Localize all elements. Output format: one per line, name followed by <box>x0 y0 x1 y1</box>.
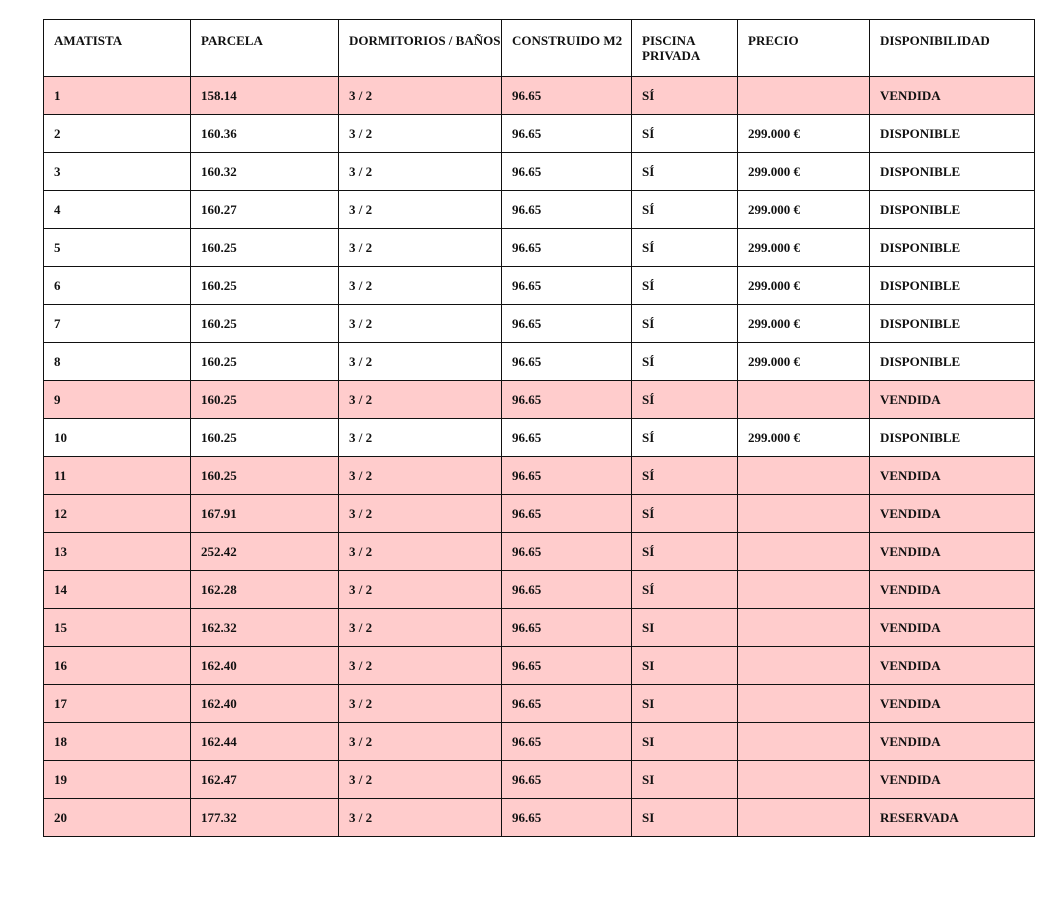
built-area-cell: 96.65 <box>502 191 632 229</box>
built-area-cell: 96.65 <box>502 343 632 381</box>
table-row <box>44 799 1035 837</box>
plot-area-cell: 162.47 <box>191 761 339 799</box>
price-cell: 299.000 € <box>738 305 870 343</box>
availability-cell: DISPONIBLE <box>870 229 1035 267</box>
built-area-cell: 96.65 <box>502 229 632 267</box>
header-disponibilidad: DISPONIBILIDAD <box>870 20 1035 77</box>
bedrooms-baths-cell: 3 / 2 <box>339 267 502 305</box>
availability-cell: VENDIDA <box>870 609 1035 647</box>
bedrooms-baths-cell: 3 / 2 <box>339 533 502 571</box>
bedrooms-baths-cell: 3 / 2 <box>339 799 502 837</box>
availability-cell: DISPONIBLE <box>870 419 1035 457</box>
table-row <box>44 191 1035 229</box>
bedrooms-baths-cell: 3 / 2 <box>339 723 502 761</box>
plot-area-cell: 160.25 <box>191 305 339 343</box>
table-row <box>44 571 1035 609</box>
price-cell <box>738 77 870 115</box>
availability-cell: DISPONIBLE <box>870 343 1035 381</box>
plot-area-cell: 162.40 <box>191 647 339 685</box>
plot-area-cell: 177.32 <box>191 799 339 837</box>
unit-number-cell: 12 <box>44 495 191 533</box>
unit-number-cell: 6 <box>44 267 191 305</box>
price-cell: 299.000 € <box>738 267 870 305</box>
availability-cell: VENDIDA <box>870 495 1035 533</box>
bedrooms-baths-cell: 3 / 2 <box>339 77 502 115</box>
availability-cell: VENDIDA <box>870 381 1035 419</box>
table-row <box>44 115 1035 153</box>
price-cell <box>738 533 870 571</box>
bedrooms-baths-cell: 3 / 2 <box>339 381 502 419</box>
availability-cell: VENDIDA <box>870 457 1035 495</box>
availability-cell: DISPONIBLE <box>870 115 1035 153</box>
price-cell <box>738 647 870 685</box>
availability-cell: VENDIDA <box>870 533 1035 571</box>
private-pool-cell: SI <box>632 799 738 837</box>
plot-area-cell: 162.32 <box>191 609 339 647</box>
private-pool-cell: SI <box>632 761 738 799</box>
built-area-cell: 96.65 <box>502 685 632 723</box>
bedrooms-baths-cell: 3 / 2 <box>339 305 502 343</box>
bedrooms-baths-cell: 3 / 2 <box>339 229 502 267</box>
plot-area-cell: 160.25 <box>191 457 339 495</box>
price-cell <box>738 609 870 647</box>
availability-cell: VENDIDA <box>870 723 1035 761</box>
table-row <box>44 153 1035 191</box>
price-cell <box>738 495 870 533</box>
bedrooms-baths-cell: 3 / 2 <box>339 647 502 685</box>
price-cell <box>738 761 870 799</box>
table-row <box>44 761 1035 799</box>
table-row <box>44 229 1035 267</box>
availability-cell: DISPONIBLE <box>870 153 1035 191</box>
built-area-cell: 96.65 <box>502 419 632 457</box>
table-body <box>44 77 1035 837</box>
table-row <box>44 381 1035 419</box>
private-pool-cell: SI <box>632 685 738 723</box>
private-pool-cell: SÍ <box>632 153 738 191</box>
availability-cell: RESERVADA <box>870 799 1035 837</box>
unit-number-cell: 18 <box>44 723 191 761</box>
built-area-cell: 96.65 <box>502 77 632 115</box>
built-area-cell: 96.65 <box>502 647 632 685</box>
plot-area-cell: 160.27 <box>191 191 339 229</box>
built-area-cell: 96.65 <box>502 723 632 761</box>
availability-cell: VENDIDA <box>870 77 1035 115</box>
price-cell <box>738 799 870 837</box>
table-row <box>44 609 1035 647</box>
header-precio: PRECIO <box>738 20 870 77</box>
private-pool-cell: SÍ <box>632 381 738 419</box>
price-cell: 299.000 € <box>738 343 870 381</box>
plot-area-cell: 160.32 <box>191 153 339 191</box>
unit-number-cell: 17 <box>44 685 191 723</box>
private-pool-cell: SÍ <box>632 267 738 305</box>
table-row <box>44 723 1035 761</box>
built-area-cell: 96.65 <box>502 609 632 647</box>
bedrooms-baths-cell: 3 / 2 <box>339 343 502 381</box>
bedrooms-baths-cell: 3 / 2 <box>339 153 502 191</box>
bedrooms-baths-cell: 3 / 2 <box>339 419 502 457</box>
unit-number-cell: 13 <box>44 533 191 571</box>
built-area-cell: 96.65 <box>502 153 632 191</box>
plot-area-cell: 162.44 <box>191 723 339 761</box>
unit-number-cell: 1 <box>44 77 191 115</box>
unit-number-cell: 16 <box>44 647 191 685</box>
price-cell: 299.000 € <box>738 229 870 267</box>
built-area-cell: 96.65 <box>502 761 632 799</box>
header-dormitorios-banos: DORMITORIOS / BAÑOS <box>339 20 502 77</box>
private-pool-cell: SÍ <box>632 495 738 533</box>
private-pool-cell: SÍ <box>632 343 738 381</box>
availability-cell: VENDIDA <box>870 647 1035 685</box>
unit-number-cell: 14 <box>44 571 191 609</box>
private-pool-cell: SÍ <box>632 115 738 153</box>
table-row <box>44 495 1035 533</box>
unit-number-cell: 3 <box>44 153 191 191</box>
unit-number-cell: 20 <box>44 799 191 837</box>
table-row <box>44 647 1035 685</box>
table-row <box>44 343 1035 381</box>
built-area-cell: 96.65 <box>502 533 632 571</box>
price-cell <box>738 381 870 419</box>
bedrooms-baths-cell: 3 / 2 <box>339 609 502 647</box>
plot-area-cell: 252.42 <box>191 533 339 571</box>
bedrooms-baths-cell: 3 / 2 <box>339 761 502 799</box>
bedrooms-baths-cell: 3 / 2 <box>339 685 502 723</box>
unit-number-cell: 11 <box>44 457 191 495</box>
price-cell <box>738 685 870 723</box>
unit-number-cell: 7 <box>44 305 191 343</box>
plot-area-cell: 167.91 <box>191 495 339 533</box>
private-pool-cell: SI <box>632 647 738 685</box>
plot-area-cell: 162.40 <box>191 685 339 723</box>
bedrooms-baths-cell: 3 / 2 <box>339 571 502 609</box>
unit-number-cell: 8 <box>44 343 191 381</box>
private-pool-cell: SÍ <box>632 229 738 267</box>
table-row <box>44 419 1035 457</box>
header-construido-m2: CONSTRUIDO M2 <box>502 20 632 77</box>
private-pool-cell: SI <box>632 723 738 761</box>
availability-table-container <box>43 19 1035 837</box>
price-cell <box>738 457 870 495</box>
plot-area-cell: 158.14 <box>191 77 339 115</box>
unit-number-cell: 15 <box>44 609 191 647</box>
price-cell: 299.000 € <box>738 419 870 457</box>
private-pool-cell: SI <box>632 609 738 647</box>
table-row <box>44 457 1035 495</box>
bedrooms-baths-cell: 3 / 2 <box>339 191 502 229</box>
built-area-cell: 96.65 <box>502 267 632 305</box>
plot-area-cell: 162.28 <box>191 571 339 609</box>
built-area-cell: 96.65 <box>502 571 632 609</box>
header-parcela: PARCELA <box>191 20 339 77</box>
availability-cell: DISPONIBLE <box>870 305 1035 343</box>
table-header-row <box>44 20 1035 77</box>
unit-number-cell: 4 <box>44 191 191 229</box>
plot-area-cell: 160.25 <box>191 419 339 457</box>
bedrooms-baths-cell: 3 / 2 <box>339 495 502 533</box>
price-cell <box>738 723 870 761</box>
plot-area-cell: 160.25 <box>191 267 339 305</box>
private-pool-cell: SÍ <box>632 77 738 115</box>
unit-number-cell: 2 <box>44 115 191 153</box>
built-area-cell: 96.65 <box>502 799 632 837</box>
availability-table <box>43 19 1035 837</box>
availability-cell: VENDIDA <box>870 685 1035 723</box>
plot-area-cell: 160.25 <box>191 381 339 419</box>
availability-cell: DISPONIBLE <box>870 191 1035 229</box>
built-area-cell: 96.65 <box>502 457 632 495</box>
unit-number-cell: 5 <box>44 229 191 267</box>
built-area-cell: 96.65 <box>502 115 632 153</box>
built-area-cell: 96.65 <box>502 381 632 419</box>
private-pool-cell: SÍ <box>632 191 738 229</box>
plot-area-cell: 160.25 <box>191 343 339 381</box>
built-area-cell: 96.65 <box>502 305 632 343</box>
price-cell <box>738 571 870 609</box>
unit-number-cell: 9 <box>44 381 191 419</box>
price-cell: 299.000 € <box>738 153 870 191</box>
private-pool-cell: SÍ <box>632 533 738 571</box>
header-amatista: AMATISTA <box>44 20 191 77</box>
unit-number-cell: 19 <box>44 761 191 799</box>
private-pool-cell: SÍ <box>632 305 738 343</box>
table-row <box>44 77 1035 115</box>
unit-number-cell: 10 <box>44 419 191 457</box>
table-row <box>44 685 1035 723</box>
availability-cell: VENDIDA <box>870 571 1035 609</box>
table-row <box>44 533 1035 571</box>
price-cell: 299.000 € <box>738 115 870 153</box>
availability-cell: VENDIDA <box>870 761 1035 799</box>
plot-area-cell: 160.36 <box>191 115 339 153</box>
availability-cell: DISPONIBLE <box>870 267 1035 305</box>
bedrooms-baths-cell: 3 / 2 <box>339 115 502 153</box>
table-row <box>44 305 1035 343</box>
bedrooms-baths-cell: 3 / 2 <box>339 457 502 495</box>
header-piscina-privada: PISCINA PRIVADA <box>632 20 738 77</box>
built-area-cell: 96.65 <box>502 495 632 533</box>
price-cell: 299.000 € <box>738 191 870 229</box>
plot-area-cell: 160.25 <box>191 229 339 267</box>
private-pool-cell: SÍ <box>632 419 738 457</box>
private-pool-cell: SÍ <box>632 457 738 495</box>
private-pool-cell: SÍ <box>632 571 738 609</box>
table-row <box>44 267 1035 305</box>
